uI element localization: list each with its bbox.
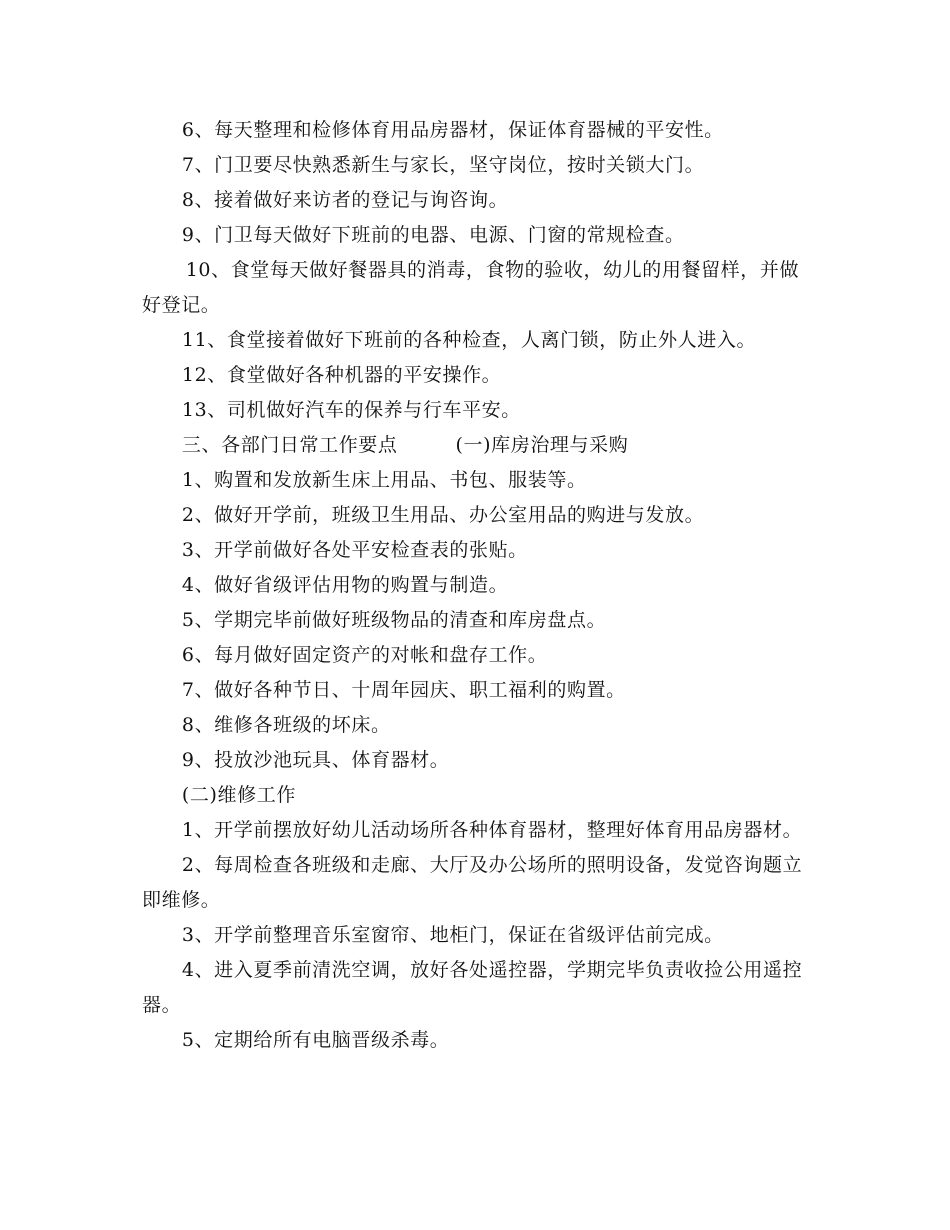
list-item: 1、购置和发放新生床上用品、书包、服装等。 [181, 469, 587, 491]
list-item: 2、每周检查各班级和走廊、大厅及办公场所的照明设备，发觉咨询题立即维修。 [142, 854, 803, 911]
paragraph: 8、接着做好来访者的登记与询咨询。 [181, 189, 509, 211]
subsection-heading: (二)维修工作 [181, 784, 296, 806]
list-item: 7、做好各种节日、十周年园庆、职工福利的购置。 [181, 679, 626, 701]
paragraph: 9、门卫每天做好下班前的电器、电源、门窗的常规检查。 [181, 224, 685, 246]
list-item: 3、开学前整理音乐室窗帘、地柜门，保证在省级评估前完成。 [181, 924, 724, 946]
list-item: 8、维修各班级的坏床。 [181, 714, 391, 736]
list-item: 6、每月做好固定资产的对帐和盘存工作。 [181, 644, 548, 666]
paragraph: 12、食堂做好各种机器的平安操作。 [181, 364, 502, 386]
document-body [142, 113, 814, 1058]
list-item: 5、定期给所有电脑晋级杀毒。 [181, 1029, 450, 1051]
list-item: 4、做好省级评估用物的购置与制造。 [181, 574, 509, 596]
list-item: 5、学期完毕前做好班级物品的清查和库房盘点。 [181, 609, 607, 631]
subsection-heading: (一)库房治理与采购 [455, 434, 629, 456]
paragraph: 11、食堂接着做好下班前的各种检查，人离门锁，防止外人进入。 [181, 329, 757, 351]
list-item: 1、开学前摆放好幼儿活动场所各种体育器材，整理好体育用品房器材。 [181, 819, 803, 841]
section-heading: 三、各部门日常工作要点 [181, 434, 398, 456]
section-heading-line [142, 428, 814, 463]
list-item: 9、投放沙池玩具、体育器材。 [181, 749, 450, 771]
paragraph: 10、食堂每天做好餐器具的消毒，食物的验收，幼儿的用餐留样，并做好登记。 [142, 259, 800, 316]
list-item: 3、开学前做好各处平安检查表的张贴。 [181, 539, 528, 561]
paragraph: 6、每天整理和检修体育用品房器材，保证体育器械的平安性。 [181, 119, 724, 141]
list-item: 4、进入夏季前清洗空调，放好各处遥控器，学期完毕负责收捡公用遥控器。 [142, 959, 803, 1016]
paragraph: 13、司机做好汽车的保养与行车平安。 [181, 399, 521, 421]
paragraph: 7、门卫要尽快熟悉新生与家长，坚守岗位，按时关锁大门。 [181, 154, 705, 176]
list-item: 2、做好开学前，班级卫生用品、办公室用品的购进与发放。 [181, 504, 705, 526]
